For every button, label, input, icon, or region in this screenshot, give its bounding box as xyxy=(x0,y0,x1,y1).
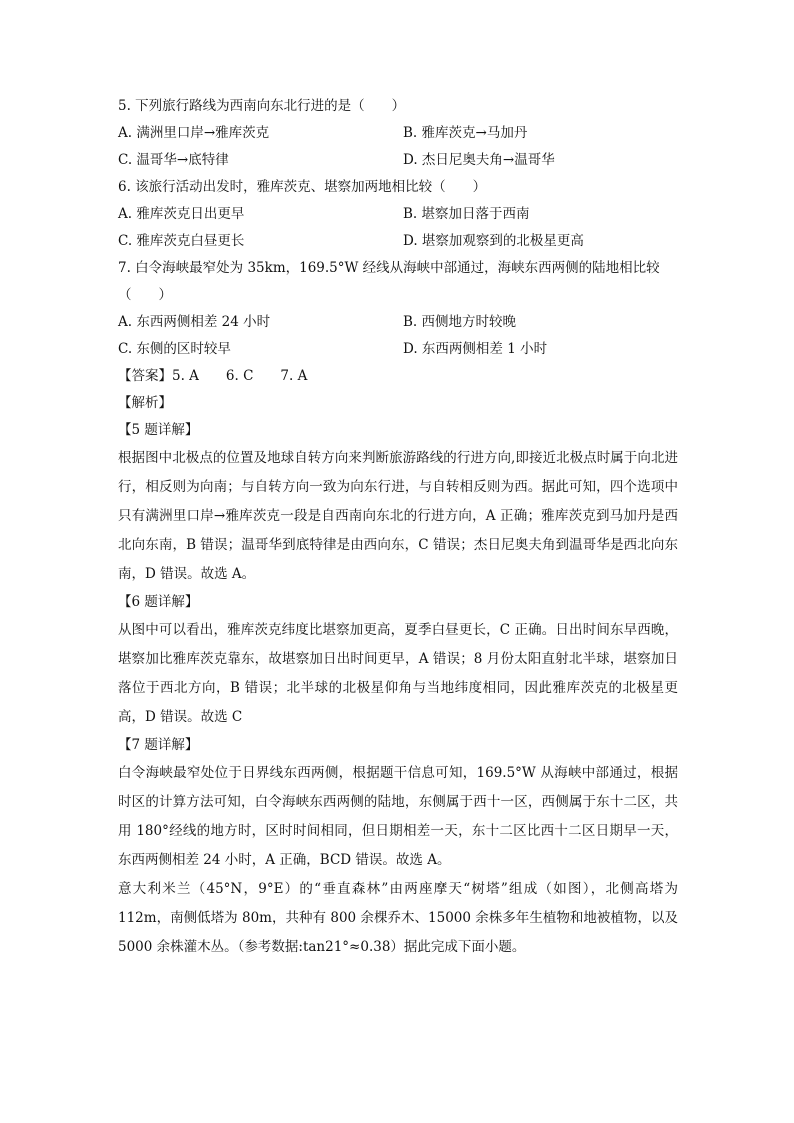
question-7-stem: 7. 白令海峡最窄处为 35km，169.5°W 经线从海峡中部通过，海峡东西两侧的陆地相比较 xyxy=(118,260,660,276)
detail-5-text: 根据图中北极点的位置及地球自转方向来判断旅游路线的行进方向,即接近北极点时属于向北进行，相反则为向南；与自转方向一致为向东行进，与自转相反则为西。据此可知，四个选项中只有满洲里口岸→雅库茨克一段是自西南向东北的行进方向，A 正确；雅库茨克到马加丹是西北向东南，B 错误；温哥华到底特律是由西向东，C 错误；杰日尼奥夫角到温哥华是西北向东南，D 错误。故选 A。 xyxy=(118,450,678,582)
answer-line: 【答案】5. A 6. C 7. A xyxy=(118,368,308,384)
question-6-options-row-2 xyxy=(118,228,678,255)
question-5-options-row-1 xyxy=(118,120,678,147)
question-7-option-a: A. 东西两侧相差 24 小时 xyxy=(118,314,271,330)
question-7-stem-continued: （ ） xyxy=(118,287,172,303)
question-6-option-c: C. 雅库茨克白昼更长 xyxy=(118,233,245,249)
question-7-option-c: C. 东侧的区时较早 xyxy=(118,341,231,357)
question-7-option-d: D. 东西两侧相差 1 小时 xyxy=(403,341,548,357)
analysis-label: 【解析】 xyxy=(118,395,172,411)
question-5-option-c: C. 温哥华→底特律 xyxy=(118,152,229,168)
question-5-stem: 5. 下列旅行路线为西南向东北行进的是（ ） xyxy=(118,98,406,114)
document-page xyxy=(118,93,678,962)
question-7-options-row-2 xyxy=(118,336,678,363)
question-6-stem: 6. 该旅行活动出发时，雅库茨克、堪察加两地相比较（ ） xyxy=(118,179,487,195)
question-5-option-a: A. 满洲里口岸→雅库茨克 xyxy=(118,125,270,141)
question-5-option-d: D. 杰日尼奥夫角→温哥华 xyxy=(403,152,555,168)
detail-5-heading: 【5 题详解】 xyxy=(118,422,199,438)
question-6-option-b: B. 堪察加日落于西南 xyxy=(403,206,530,222)
detail-7-heading: 【7 题详解】 xyxy=(118,737,199,753)
detail-7-text: 白令海峡最窄处位于日界线东西两侧，根据题干信息可知，169.5°W 从海峡中部通过，根据时区的计算方法可知，白令海峡东西两侧的陆地，东侧属于西十一区，西侧属于东十二区，共用 180°经线的地方时，区时时间相同，但日期相差一天，东十二区比西十二区日期早一天，东西两侧相差 24 小时，A 正确，BCD 错误。故选 A。 xyxy=(118,765,678,868)
detail-6-text: 从图中可以看出，雅库茨克纬度比堪察加更高，夏季白昼更长，C 正确。日出时间东早西晚，堪察加比雅库茨克靠东，故堪察加日出时间更早，A 错误；8 月份太阳直射北半球，堪察加日落位于西北方向，B 错误；北半球的北极星仰角与当地纬度相同，因此雅库茨克的北极星更高，D 错误。故选 C xyxy=(118,622,678,725)
question-5-option-b: B. 雅库茨克→马加丹 xyxy=(403,125,528,141)
intro-paragraph: 意大利米兰（45°N，9°E）的“垂直森林”由两座摩天“树塔”组成（如图），北侧高塔为 112m，南侧低塔为 80m，共种有 800 余棵乔木、15000 余株多年生植物和地被植物，以及 5000 余株灌木丛。（参考数据:tan21°≈0.38）据此完成下面小题。 xyxy=(118,881,678,955)
question-7-option-b: B. 西侧地方时较晚 xyxy=(403,314,517,330)
question-6-option-a: A. 雅库茨克日出更早 xyxy=(118,206,245,222)
question-6-options-row-1 xyxy=(118,201,678,228)
question-5-options-row-2 xyxy=(118,147,678,174)
detail-6-heading: 【6 题详解】 xyxy=(118,594,199,610)
question-6-option-d: D. 堪察加观察到的北极星更高 xyxy=(403,233,584,249)
question-7-options-row-1 xyxy=(118,309,678,336)
